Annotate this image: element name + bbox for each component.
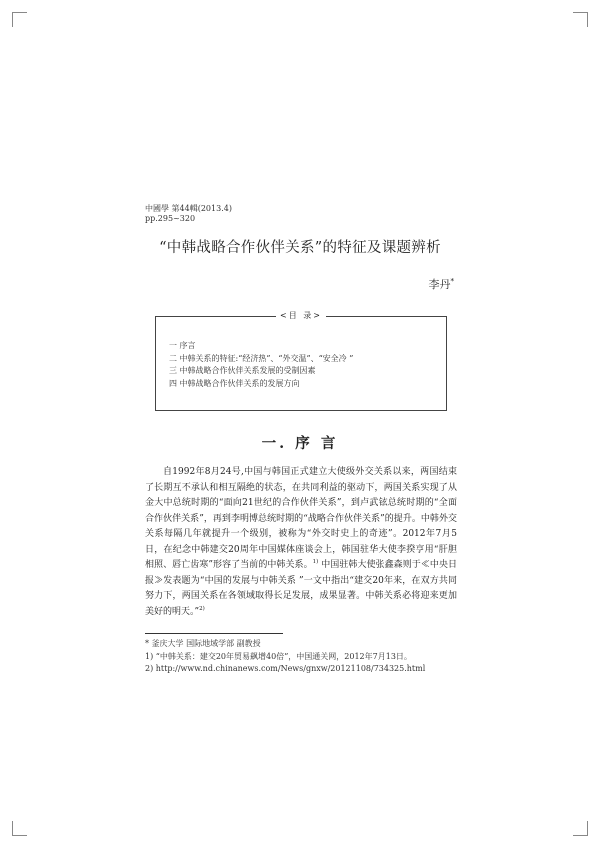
table-of-contents: [155, 311, 447, 411]
author-affiliation-note: * 釜庆大学 国际地域学部 副教授: [145, 639, 261, 648]
crop-mark-top-right: [573, 12, 588, 27]
journal-pages: pp.295~320: [145, 214, 196, 223]
footnote-ref-2: 2): [199, 605, 205, 612]
footnote-1: 1) “中韩关系：建交20年贸易飙增40倍”，中国通关网，2012年7月13日。: [145, 651, 412, 661]
body-paragraph: [145, 465, 457, 620]
footnote-2: 2) http://www.nd.chinanews.com/News/gnxw/20121108/734325.html: [145, 664, 426, 673]
author-name: 李丹: [428, 278, 451, 291]
author-footnote-mark: *: [450, 277, 454, 286]
section-heading: 一. 序 言: [261, 435, 339, 452]
toc-item: 一 序言: [169, 341, 196, 350]
toc-item: 四 中韩战略合作伙伴关系的发展方向: [169, 378, 300, 388]
crop-mark-bottom-right: [573, 821, 588, 836]
footnote-ref-1: 1): [312, 559, 319, 565]
footnote-divider: [145, 633, 283, 634]
journal-info: [145, 204, 232, 224]
toc-heading: <目 录>: [276, 311, 326, 320]
author: [429, 276, 455, 292]
body-text-main: 自1992年8月24号,中国与韩国正式建立大使级外交关系以来，两国结束了长期互不承认和相互隔绝的状态，在共同利益的驱动下，两国关系实现了从金大中总统时期的“面向21世纪的合作伙伴关系”，到卢武铉总统时期的“全面合作伙伴关系”，再到李明博总统时期的“战略合作伙伴关系”的提升。中韩外交关系每隔几年就提升一个级别，被称为“外交时史上的奇迹”。2012年7月5日，在纪念中韩建交20周年中国媒体座谈会上，韩国驻华大使李揆亨用“肝胆相照、唇亡齿寒”形容了当前的中韩关系。: [145, 467, 457, 570]
toc-list: [169, 340, 353, 390]
footnotes: [145, 638, 425, 676]
body-text-continued: 中国驻韩大使张鑫森则于≪中央日报≫发表题为“中国的发展与中韩关系 ”一文中指出“建交20年来，在双方共同努力下，两国关系在各领域取得长足发展，成果显著。中韩关系必将迎来更加美好的明天。”: [145, 560, 457, 617]
toc-item: 三 中韩战略合作伙伴关系发展的受制因素: [169, 366, 316, 375]
journal-issue: 中國學 第44輯(2013.4): [145, 204, 232, 213]
crop-mark-bottom-left: [12, 821, 27, 836]
paper-title: “中韩战略合作伙伴关系”的特征及课题辨析: [159, 240, 441, 256]
crop-mark-top-left: [12, 12, 27, 27]
toc-item: 二 中韩关系的特征:“经济热”、“外交温”、“安全冷 ”: [169, 353, 354, 363]
